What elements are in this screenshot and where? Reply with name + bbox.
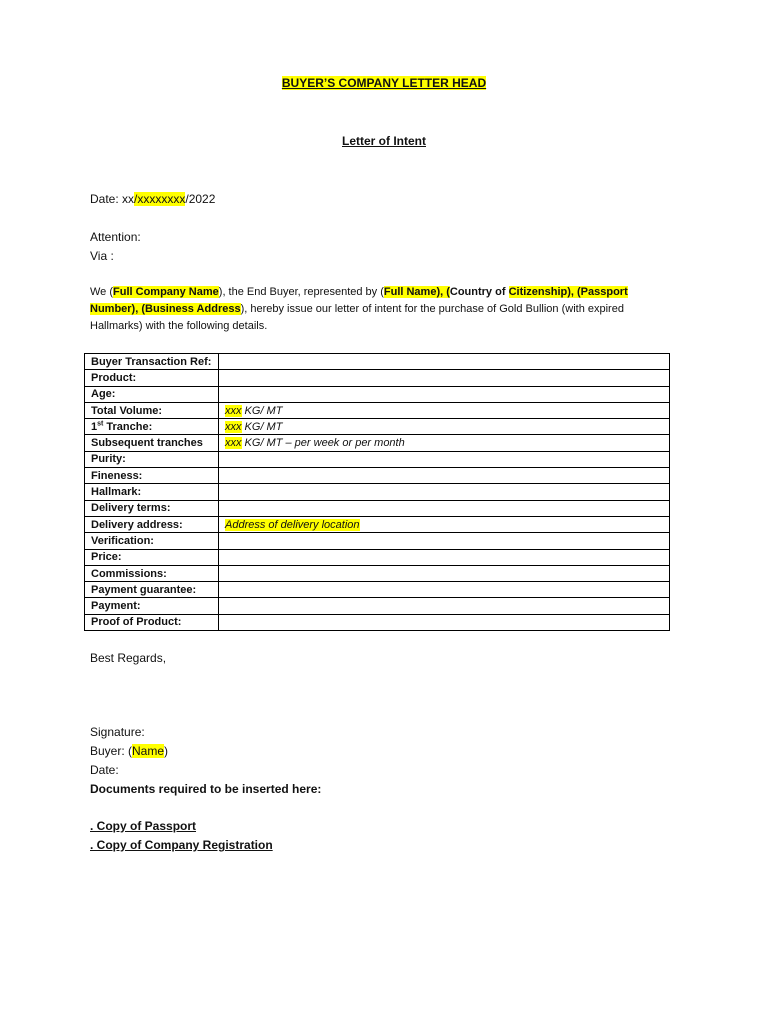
row-label bbox=[85, 451, 219, 467]
row-label-superscript: st bbox=[97, 420, 104, 428]
row-label-text: Tranche: bbox=[103, 420, 153, 433]
buyer-line: Buyer: (Name) bbox=[90, 744, 169, 758]
row-value-highlight: xxx bbox=[225, 420, 242, 433]
row-label-text: Hallmark: bbox=[91, 486, 142, 499]
table-row bbox=[85, 500, 670, 516]
row-label-text: Payment guarantee: bbox=[91, 583, 197, 596]
row-label bbox=[85, 598, 219, 614]
table-row bbox=[85, 516, 670, 532]
row-label-number: 1 bbox=[91, 420, 98, 433]
row-label-text: Delivery terms: bbox=[91, 502, 171, 515]
row-label-text: Product: bbox=[91, 371, 137, 384]
table-row bbox=[85, 582, 670, 598]
row-value-text: KG/ MT bbox=[241, 404, 283, 417]
row-label-text: Delivery address: bbox=[91, 518, 183, 531]
row-label bbox=[85, 386, 219, 402]
best-regards: Best Regards, bbox=[90, 651, 167, 665]
row-value-text: KG/ MT bbox=[241, 420, 283, 433]
row-label bbox=[85, 484, 219, 500]
table-row bbox=[85, 354, 670, 370]
table-row bbox=[85, 451, 670, 467]
documents-heading: Documents required to be inserted here: bbox=[90, 782, 322, 796]
table-row bbox=[85, 419, 670, 435]
row-label bbox=[85, 419, 219, 435]
table-row bbox=[85, 533, 670, 549]
signature-label: Signature: bbox=[90, 725, 145, 739]
table-row bbox=[85, 549, 670, 565]
row-value bbox=[219, 565, 670, 581]
row-value-highlight: Address of delivery location bbox=[225, 518, 360, 531]
row-label-text: Verification: bbox=[91, 534, 154, 547]
row-label-text: Commissions: bbox=[91, 567, 167, 580]
row-label bbox=[85, 516, 219, 532]
row-label bbox=[85, 402, 219, 418]
row-value bbox=[219, 549, 670, 565]
row-label bbox=[85, 354, 219, 370]
doc-company-registration: . Copy of Company Registration bbox=[90, 838, 273, 852]
date-line: Date: xx/xxxxxxxx/2022 bbox=[90, 192, 216, 206]
row-label-text: Age: bbox=[91, 388, 116, 401]
table-row bbox=[85, 565, 670, 581]
row-value bbox=[219, 354, 670, 370]
attention-label: Attention: bbox=[90, 230, 141, 244]
row-value-text: KG/ MT – per week or per month bbox=[241, 437, 405, 450]
row-value bbox=[219, 614, 670, 630]
row-label-text: Proof of Product: bbox=[91, 616, 182, 629]
row-label-text: Subsequent tranches bbox=[91, 437, 203, 450]
date-signature-label: Date: bbox=[90, 763, 119, 777]
row-value bbox=[219, 370, 670, 386]
letterhead-title: BUYER’S COMPANY LETTER HEAD bbox=[281, 76, 487, 90]
row-label bbox=[85, 370, 219, 386]
row-label-text: Buyer Transaction Ref: bbox=[91, 355, 212, 368]
row-value bbox=[219, 516, 670, 532]
table-row bbox=[85, 386, 670, 402]
row-value bbox=[219, 500, 670, 516]
row-label-text: Price: bbox=[91, 551, 122, 564]
table-row bbox=[85, 614, 670, 630]
table-row bbox=[85, 402, 670, 418]
intro-paragraph: We (Full Company Name), the End Buyer, represented by (Full Name), (Country of Citizenship), (Passport Number), (Business Address), hereby issue our letter of intent for the purchase of Gold Bullion (with expired Hallmarks) with the following details. bbox=[90, 286, 628, 332]
row-value bbox=[219, 533, 670, 549]
details-table bbox=[84, 353, 670, 631]
doc-passport: . Copy of Passport bbox=[90, 819, 197, 833]
row-value bbox=[219, 419, 670, 435]
row-label bbox=[85, 468, 219, 484]
row-label bbox=[85, 533, 219, 549]
row-value bbox=[219, 451, 670, 467]
row-label bbox=[85, 500, 219, 516]
row-value-highlight: xxx bbox=[225, 404, 242, 417]
row-label bbox=[85, 565, 219, 581]
table-row bbox=[85, 598, 670, 614]
table-row bbox=[85, 484, 670, 500]
row-value bbox=[219, 435, 670, 451]
details-table-body bbox=[85, 354, 670, 631]
document-title: Letter of Intent bbox=[342, 134, 426, 148]
row-label bbox=[85, 614, 219, 630]
row-value bbox=[219, 582, 670, 598]
row-value-highlight: xxx bbox=[225, 437, 242, 450]
row-label bbox=[85, 582, 219, 598]
row-label-text: Purity: bbox=[91, 453, 126, 466]
row-value bbox=[219, 484, 670, 500]
table-row bbox=[85, 370, 670, 386]
table-row bbox=[85, 435, 670, 451]
row-label-text: Total Volume: bbox=[91, 404, 163, 417]
row-value bbox=[219, 468, 670, 484]
table-row bbox=[85, 468, 670, 484]
via-label: Via : bbox=[90, 249, 114, 263]
row-label-text: Payment: bbox=[91, 600, 141, 613]
row-label bbox=[85, 549, 219, 565]
row-value bbox=[219, 598, 670, 614]
row-label-text: Fineness: bbox=[91, 469, 143, 482]
row-value bbox=[219, 386, 670, 402]
row-label bbox=[85, 435, 219, 451]
row-value bbox=[219, 402, 670, 418]
